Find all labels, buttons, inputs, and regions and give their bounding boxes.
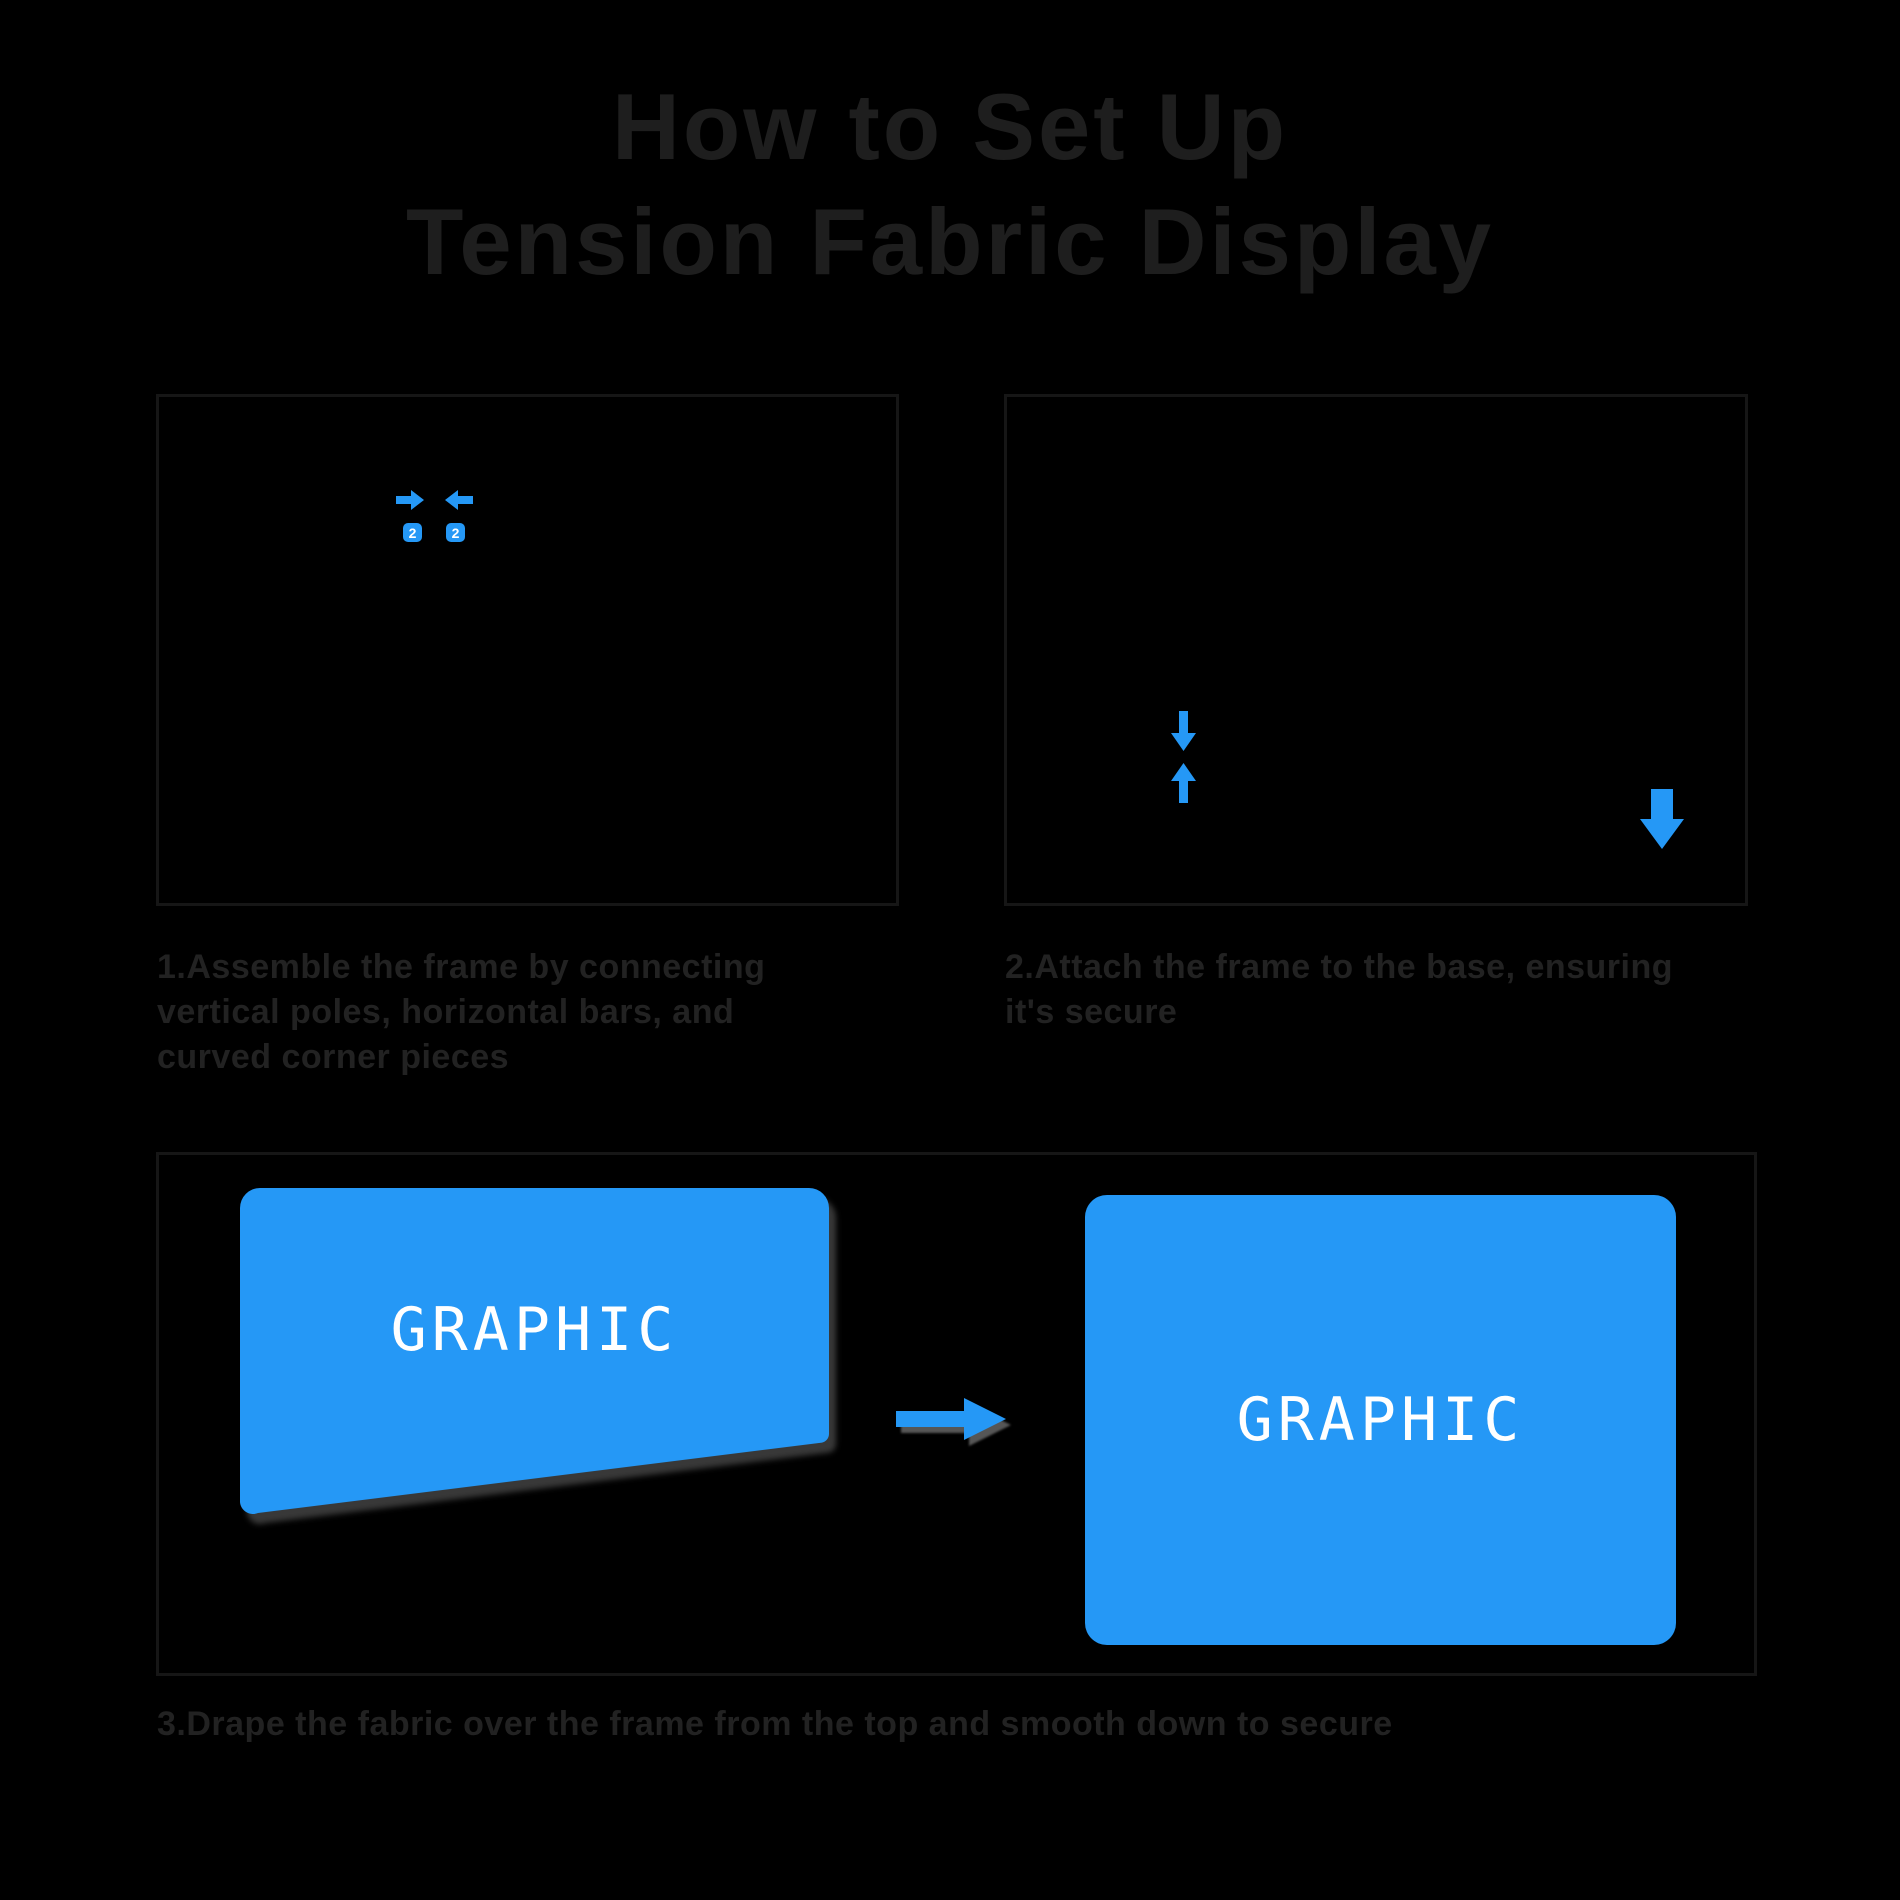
page-title-line1: How to Set Up bbox=[611, 74, 1289, 179]
left-graphic-label: GRAPHIC bbox=[390, 1295, 679, 1365]
connector-count-badge: 2 bbox=[403, 523, 422, 542]
connector-count-badge: 2 bbox=[446, 523, 465, 542]
page-title bbox=[0, 70, 1900, 299]
arrow-left-icon bbox=[445, 490, 473, 515]
step2-panel bbox=[1004, 394, 1748, 906]
right-graphic-label: GRAPHIC bbox=[1236, 1385, 1525, 1455]
big-arrow-down-icon bbox=[1640, 789, 1684, 854]
arrow-up-icon bbox=[1171, 763, 1196, 808]
step1-panel bbox=[156, 394, 899, 906]
page-title-line2: Tension Fabric Display bbox=[405, 188, 1495, 294]
flow-arrow-right-icon bbox=[896, 1398, 1006, 1445]
step3-caption: 3.Drape the fabric over the frame from the top and smooth down to secure bbox=[157, 1705, 1393, 1743]
fabric-graphic-finished bbox=[1085, 1195, 1676, 1645]
step2-caption: 2.Attach the frame to the base, ensuring it's secure bbox=[1005, 948, 1674, 1031]
arrow-down-icon bbox=[1171, 711, 1196, 756]
step1-caption: 1.Assemble the frame by connecting vertical poles, horizontal bars, and curved corner pieces bbox=[157, 948, 766, 1076]
arrow-right-icon bbox=[396, 490, 424, 515]
